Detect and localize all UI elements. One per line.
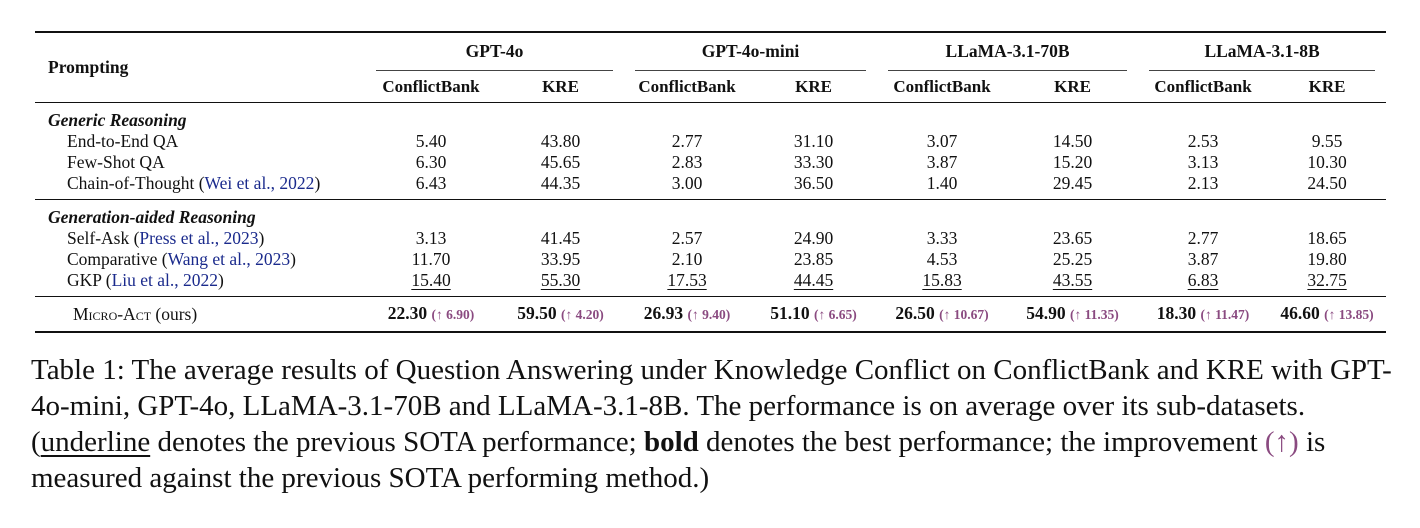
table-row — [35, 249, 1386, 270]
method-name — [35, 173, 365, 200]
results-table — [35, 31, 1386, 333]
score-value: 44.45 — [793, 270, 834, 290]
score-value: 2.77 — [671, 131, 703, 151]
score-cell — [750, 228, 877, 249]
score-value: 10.30 — [1307, 152, 1347, 172]
ours-row — [35, 297, 1386, 333]
method-name — [35, 270, 365, 297]
score-value: 4.53 — [926, 249, 958, 269]
score-cell — [624, 173, 750, 200]
method-name — [35, 228, 365, 249]
method-label-tail: ) — [218, 270, 224, 290]
score-value: 43.80 — [540, 131, 581, 151]
score-cell — [1007, 173, 1138, 200]
model-header-llama-70b: LLaMA-3.1-70B — [877, 32, 1138, 71]
score-cell — [1268, 228, 1386, 249]
method-name — [35, 249, 365, 270]
score-cell — [1007, 152, 1138, 173]
score-value: 23.65 — [1052, 228, 1093, 248]
table-row — [35, 173, 1386, 200]
caption-text: denotes the previous SOTA performance; — [150, 426, 644, 458]
caption-underline-word: underline — [40, 426, 151, 458]
improvement-value: (↑ 11.35) — [1070, 307, 1119, 322]
best-score-value: 26.93 — [643, 303, 684, 323]
model-header-llama-8b: LLaMA-3.1-8B — [1138, 32, 1386, 71]
dataset-header: ConflictBank — [893, 77, 991, 96]
best-score-value: 59.50 — [517, 303, 557, 323]
score-cell — [877, 228, 1007, 249]
score-cell — [1268, 173, 1386, 200]
score-value: 3.87 — [1187, 249, 1219, 269]
score-cell — [1268, 131, 1386, 152]
caption-text: Table 1: The average results of Question Answering under Knowledge Conflict on ConflictBank and KRE with GPT-4o-mini, GPT-4o, LLaMA-3.1-70B and LLaMA-3.1-8B. The performance is on average over its sub-datasets. ( — [31, 354, 1392, 458]
score-cell — [365, 131, 497, 152]
dataset-header: KRE — [1308, 77, 1346, 96]
method-name — [35, 152, 365, 173]
best-score-value: 26.50 — [895, 303, 935, 323]
score-value: 29.45 — [1052, 173, 1093, 193]
caption-text: denotes the best performance; the improvement — [698, 426, 1265, 458]
caption-bold-word: bold — [643, 426, 699, 458]
score-cell — [1138, 228, 1268, 249]
score-cell — [750, 152, 877, 173]
best-score-value: 22.30 — [387, 303, 428, 323]
score-value: 19.80 — [1307, 249, 1347, 269]
score-cell — [1268, 249, 1386, 270]
score-cell — [750, 297, 877, 333]
table-row — [35, 228, 1386, 249]
citation-link[interactable]: Wang et al., 2023 — [167, 249, 291, 269]
score-cell — [365, 228, 497, 249]
score-value: 24.90 — [793, 228, 834, 248]
score-cell — [1138, 173, 1268, 200]
table-row — [35, 131, 1386, 152]
method-label: End-to-End QA — [67, 131, 179, 151]
caption-text: is measured against the previous SOTA performing method.) — [31, 426, 1326, 494]
score-value: 2.77 — [1187, 228, 1219, 248]
score-value: 32.75 — [1307, 270, 1347, 290]
score-value: 1.40 — [926, 173, 958, 193]
method-label-tail: ) — [314, 173, 321, 193]
score-cell — [624, 131, 750, 152]
score-cell — [624, 270, 750, 297]
model-header-gpt-4o-mini: GPT-4o-mini — [624, 32, 877, 71]
score-value: 25.25 — [1052, 249, 1093, 269]
score-cell — [877, 249, 1007, 270]
score-value: 2.13 — [1187, 173, 1219, 193]
score-cell — [1007, 270, 1138, 297]
score-value: 17.53 — [667, 270, 707, 290]
score-cell — [1138, 270, 1268, 297]
method-label: Comparative ( — [67, 249, 168, 269]
score-value: 2.57 — [671, 228, 703, 248]
table-caption — [31, 352, 1396, 496]
score-cell — [497, 131, 624, 152]
score-cell — [1138, 152, 1268, 173]
score-value: 3.00 — [671, 173, 703, 193]
caption-arrow: (↑) — [1264, 426, 1299, 458]
score-cell — [624, 249, 750, 270]
score-value: 11.70 — [411, 249, 451, 269]
score-cell — [877, 131, 1007, 152]
method-label: Few-Shot QA — [67, 152, 165, 172]
score-cell — [877, 270, 1007, 297]
best-score-value: 51.10 — [770, 303, 810, 323]
score-cell — [1138, 131, 1268, 152]
score-cell — [624, 228, 750, 249]
score-cell — [365, 173, 497, 200]
score-value: 43.55 — [1052, 270, 1093, 290]
citation-link[interactable]: Wei et al., 2022 — [204, 173, 315, 193]
score-value: 6.30 — [415, 152, 447, 172]
score-cell — [750, 131, 877, 152]
score-cell — [877, 297, 1007, 333]
method-label: Chain-of-Thought ( — [67, 173, 205, 193]
score-value: 3.07 — [926, 131, 958, 151]
citation-link[interactable]: Liu et al., 2022 — [111, 270, 218, 290]
score-cell — [1007, 228, 1138, 249]
dataset-header: KRE — [1054, 77, 1091, 96]
method-label: GKP ( — [67, 270, 112, 290]
score-cell — [497, 173, 624, 200]
score-value: 33.95 — [540, 249, 581, 269]
model-header-gpt-4o: GPT-4o — [365, 32, 624, 71]
score-value: 44.35 — [540, 173, 581, 193]
score-cell — [365, 270, 497, 297]
score-value: 36.50 — [793, 173, 834, 193]
score-value: 2.53 — [1187, 131, 1219, 151]
score-value: 3.13 — [1187, 152, 1219, 172]
score-value: 15.20 — [1052, 152, 1093, 172]
dataset-header: ConflictBank — [382, 77, 480, 96]
method-label-tail: ) — [290, 249, 296, 269]
score-value: 45.65 — [540, 152, 581, 172]
improvement-value: (↑ 6.90) — [431, 307, 475, 322]
score-value: 5.40 — [415, 131, 447, 151]
section-title: Generic Reasoning — [48, 110, 187, 130]
score-cell — [1138, 249, 1268, 270]
score-cell — [497, 249, 624, 270]
score-cell — [750, 270, 877, 297]
section-title: Generation-aided Reasoning — [48, 207, 256, 227]
improvement-value: (↑ 13.85) — [1324, 307, 1374, 322]
score-value: 31.10 — [793, 131, 834, 151]
score-cell — [877, 173, 1007, 200]
method-label: Self-Ask ( — [67, 228, 140, 248]
score-value: 6.43 — [415, 173, 447, 193]
score-value: 14.50 — [1052, 131, 1093, 151]
score-value: 3.33 — [926, 228, 958, 248]
method-label: Micro-Act — [73, 303, 152, 324]
score-cell — [877, 152, 1007, 173]
score-value: 33.30 — [793, 152, 834, 172]
improvement-value: (↑ 10.67) — [939, 307, 989, 322]
score-cell — [365, 249, 497, 270]
best-score-value: 54.90 — [1026, 303, 1066, 323]
best-score-value: 18.30 — [1156, 303, 1197, 323]
score-value: 3.13 — [415, 228, 447, 248]
score-cell — [365, 152, 497, 173]
best-score-value: 46.60 — [1280, 303, 1320, 323]
score-value: 3.87 — [926, 152, 958, 172]
score-cell — [624, 152, 750, 173]
prompting-header: Prompting — [48, 57, 129, 77]
method-label-tail: ) — [258, 228, 265, 248]
model-header-row — [35, 32, 1386, 71]
table-row — [35, 270, 1386, 297]
score-cell — [497, 152, 624, 173]
score-value: 23.85 — [793, 249, 834, 269]
improvement-value: (↑ 4.20) — [561, 307, 604, 322]
method-label-tail: (ours) — [151, 303, 198, 324]
score-cell — [750, 173, 877, 200]
score-value: 15.40 — [411, 270, 451, 290]
citation-link[interactable]: Press et al., 2023 — [139, 228, 259, 248]
score-value: 18.65 — [1307, 228, 1347, 248]
dataset-header: KRE — [795, 77, 832, 96]
score-value: 41.45 — [540, 228, 581, 248]
method-name — [35, 297, 365, 333]
score-cell — [624, 297, 750, 333]
score-cell — [750, 249, 877, 270]
score-cell — [497, 228, 624, 249]
score-cell — [497, 270, 624, 297]
table-row — [35, 152, 1386, 173]
dataset-header: ConflictBank — [638, 77, 736, 96]
method-name — [35, 131, 365, 152]
dataset-header: KRE — [542, 77, 579, 96]
dataset-header: ConflictBank — [1154, 77, 1252, 96]
score-cell — [1268, 297, 1386, 333]
section-header-row — [35, 103, 1386, 132]
score-cell — [1007, 297, 1138, 333]
score-cell — [1007, 131, 1138, 152]
score-value: 6.83 — [1187, 270, 1219, 290]
improvement-value: (↑ 6.65) — [814, 307, 857, 322]
score-value: 2.83 — [671, 152, 703, 172]
score-cell — [1138, 297, 1268, 333]
improvement-value: (↑ 9.40) — [687, 307, 731, 322]
score-value: 55.30 — [540, 270, 581, 290]
section-header-row — [35, 200, 1386, 229]
score-value: 9.55 — [1311, 131, 1343, 151]
score-cell — [365, 297, 497, 333]
improvement-value: (↑ 11.47) — [1200, 307, 1250, 322]
score-cell — [1007, 249, 1138, 270]
score-cell — [1268, 152, 1386, 173]
score-cell — [497, 297, 624, 333]
score-value: 24.50 — [1307, 173, 1347, 193]
score-value: 2.10 — [671, 249, 703, 269]
score-cell — [1268, 270, 1386, 297]
score-value: 15.83 — [922, 270, 962, 290]
